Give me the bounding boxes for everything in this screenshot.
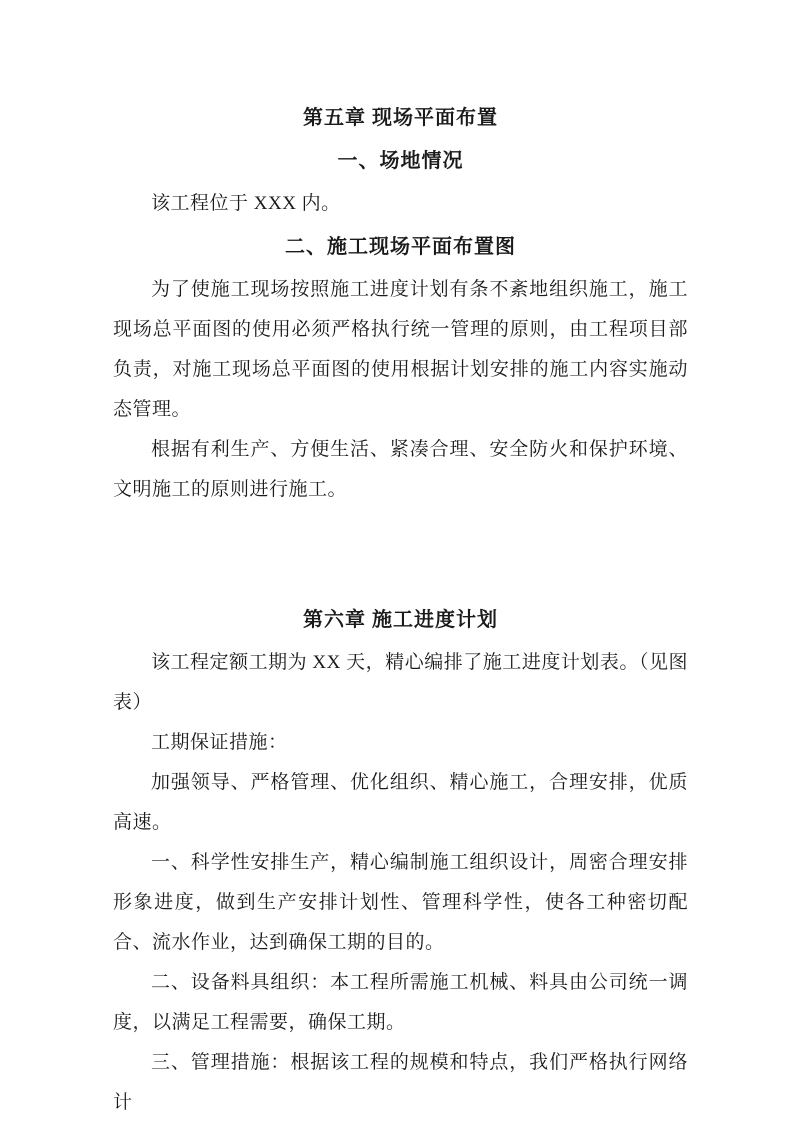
body-paragraph: 为了使施工现场按照施工进度计划有条不紊地组织施工，施工现场总平面图的使用必须严格执行统一管理的原则，由工程项目部负责，对施工现场总平面图的使用根据计划安排的施工内容实施动态管理。 — [113, 279, 688, 420]
body-paragraph: 该工程位于 XXX 内。 — [151, 193, 341, 214]
body-paragraph: 一、科学性安排生产，精心编制施工组织设计，周密合理安排形象进度，做到生产安排计划性、管理科学性，使各工种密切配合、流水作业，达到确保工期的目的。 — [113, 852, 688, 953]
chapter-heading: 一、场地情况 — [337, 150, 464, 172]
chapter-heading: 二、施工现场平面布置图 — [285, 236, 516, 258]
chapter-heading: 第六章 施工进度计划 — [303, 609, 498, 631]
document-content — [113, 98, 688, 1122]
body-paragraph: 该工程定额工期为 XX 天，精心编排了施工进度计划表。（见图表） — [113, 652, 688, 713]
body-paragraph: 三、管理措施：根据该工程的规模和特点，我们严格执行网络计 — [113, 1052, 688, 1113]
body-paragraph: 根据有利生产、方便生活、紧凑合理、安全防火和保护环境、文明施工的原则进行施工。 — [113, 439, 688, 500]
chapter-heading: 第五章 现场平面布置 — [303, 107, 498, 129]
body-paragraph: 二、设备料具组织：本工程所需施工机械、料具由公司统一调度，以满足工程需要，确保工期。 — [113, 972, 688, 1033]
body-paragraph: 工期保证措施： — [151, 732, 288, 753]
blank-line — [113, 529, 688, 581]
body-paragraph: 加强领导、严格管理、优化组织、精心施工，合理安排，优质高速。 — [113, 772, 688, 833]
